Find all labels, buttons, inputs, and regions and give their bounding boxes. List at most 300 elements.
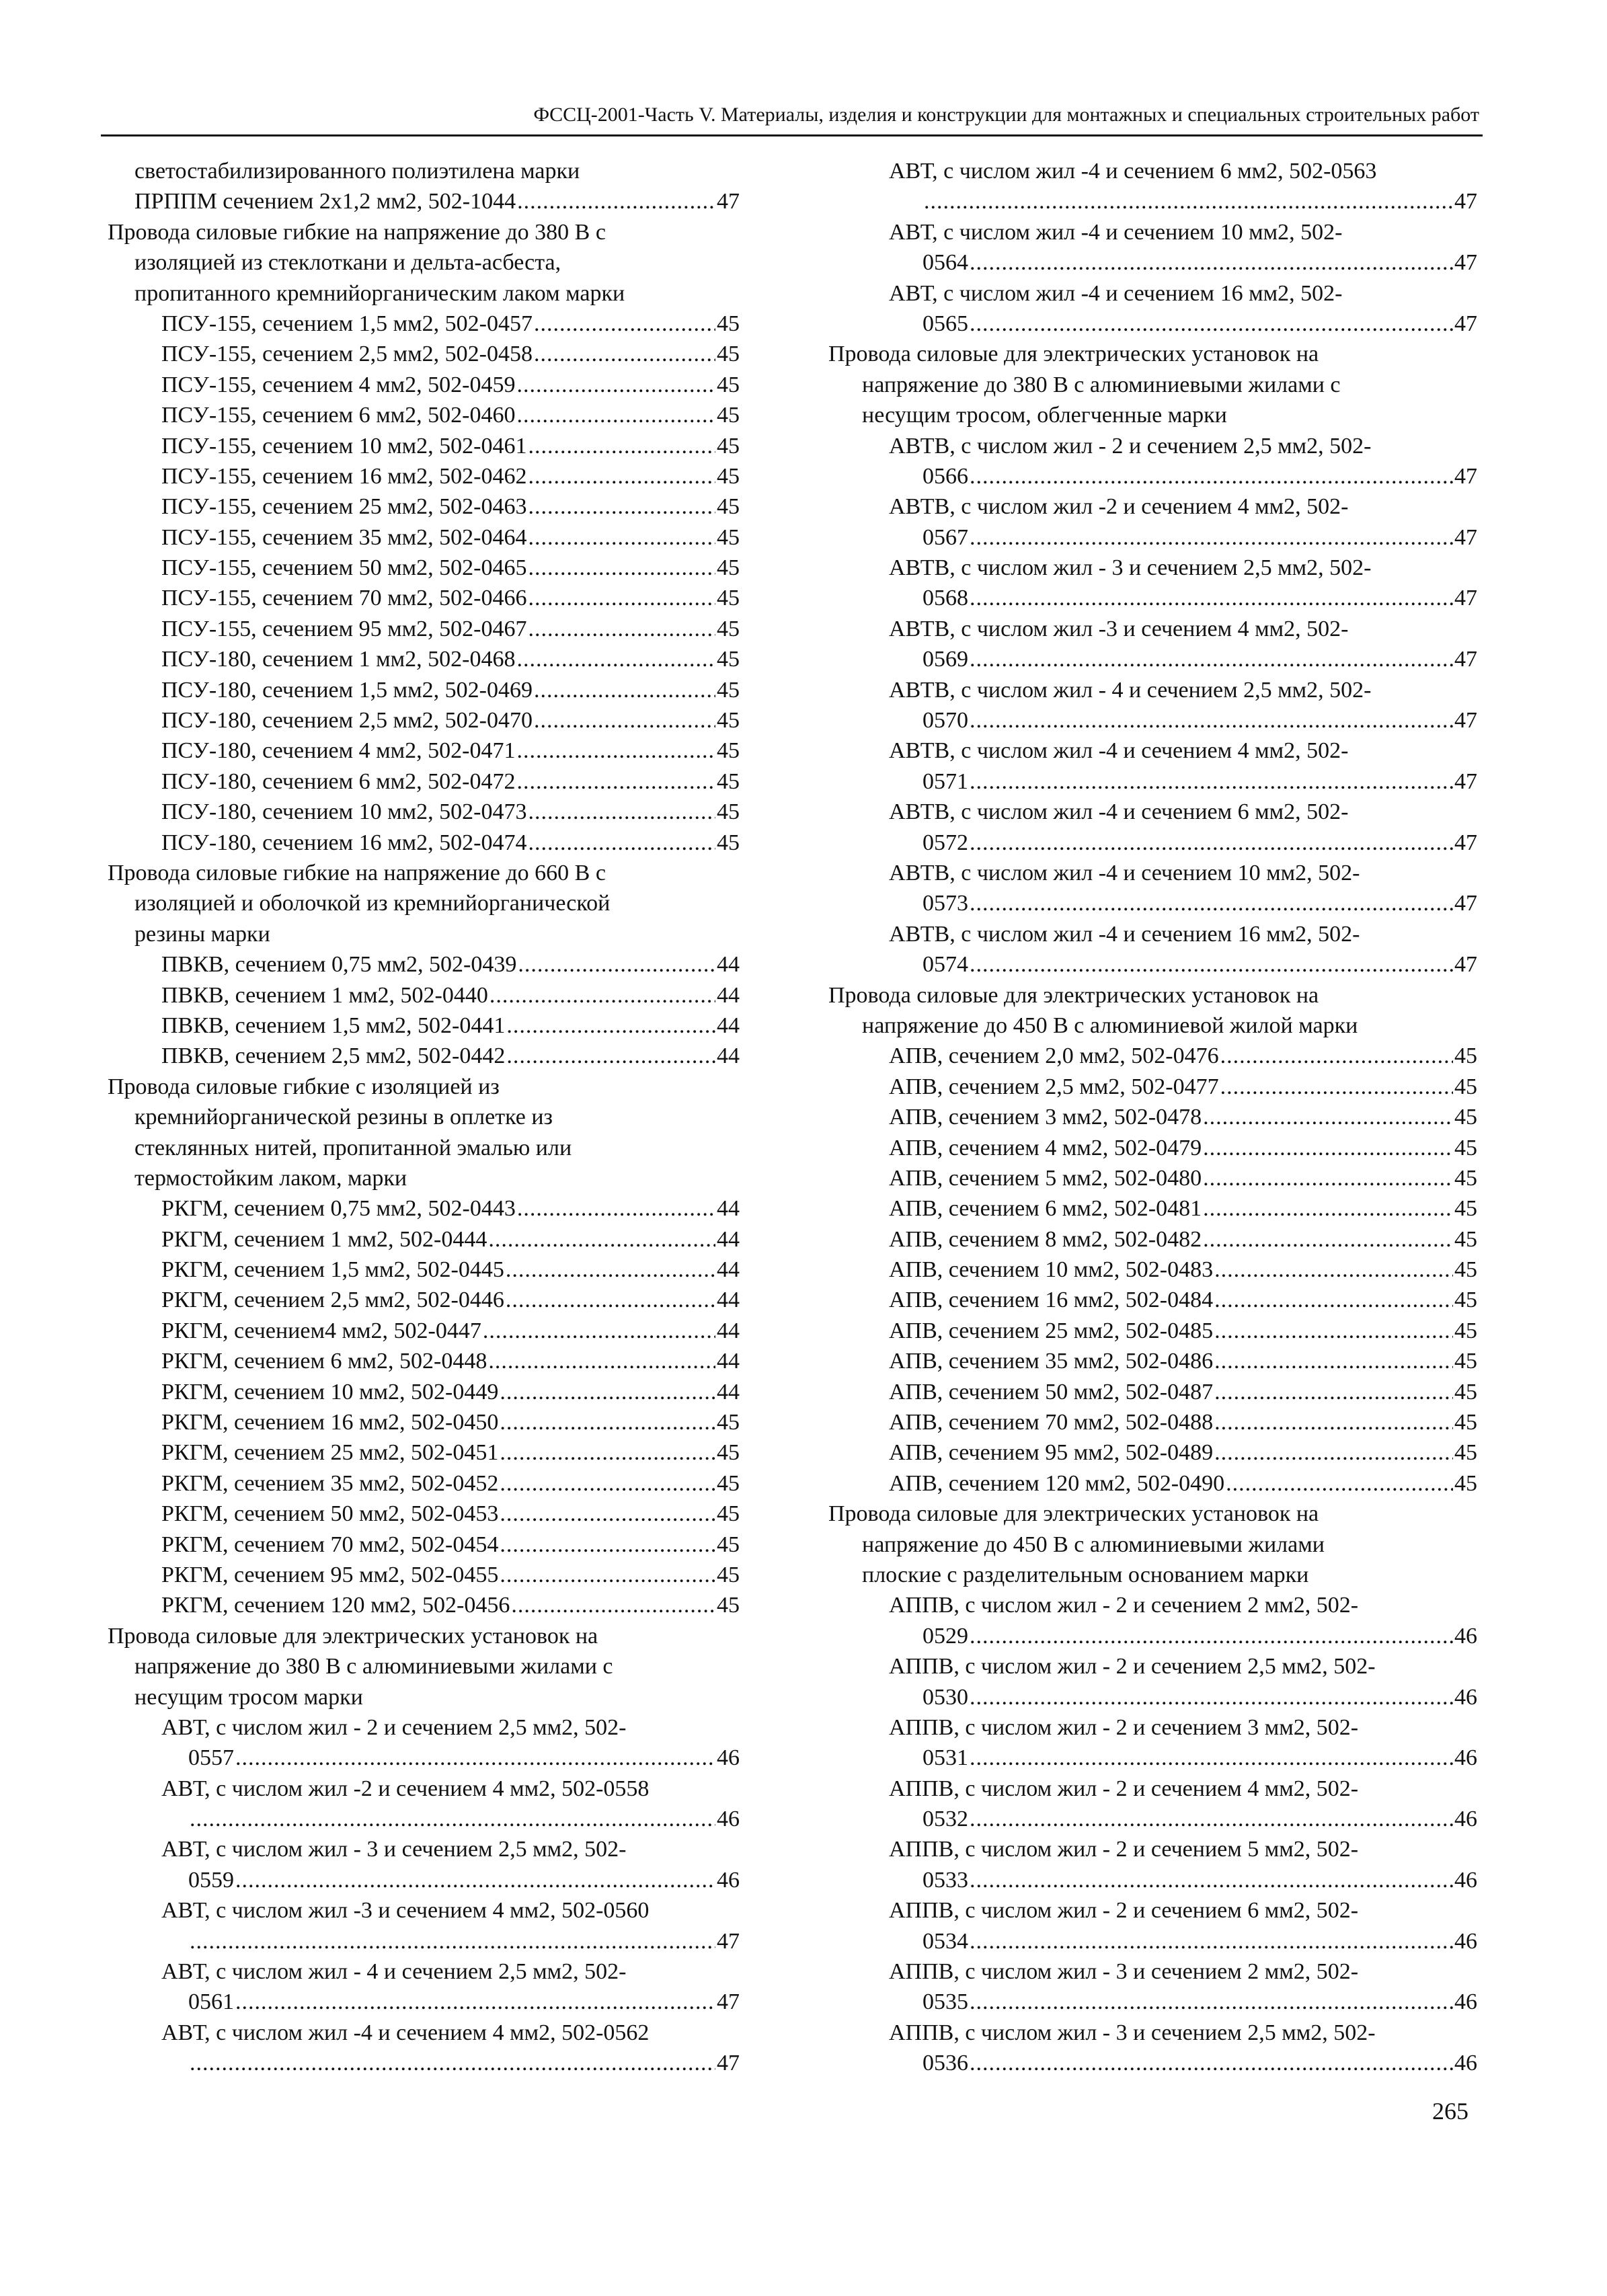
index-entry [828, 1377, 1477, 1407]
index-entry-first-line: АППВ, с числом жил - 3 и сечением 2,5 мм2, 502- [889, 2020, 1376, 2045]
index-entry [101, 1224, 740, 1255]
index-entry [101, 1316, 740, 1346]
entry-text: ПСУ-155, сечением 6 мм2, 502-0460 [161, 403, 516, 428]
entry-page: 44 [717, 1226, 740, 1252]
index-entry [101, 461, 740, 491]
entry-text: РКГМ, сечением 2,5 мм2, 502-0446 [161, 1288, 504, 1313]
index-entry [828, 1743, 1477, 1773]
index-entry [828, 1102, 1477, 1132]
entry-text: ПВКВ, сечением 0,75 мм2, 502-0439 [161, 952, 517, 978]
entry-text: АПВ, сечением 2,0 мм2, 502-0476 [889, 1043, 1219, 1069]
entry-page: 45 [1454, 1165, 1477, 1191]
entry-text: АПВ, сечением 50 мм2, 502-0487 [889, 1379, 1214, 1404]
entry-page: 45 [717, 1440, 740, 1466]
entry-page: 45 [1454, 1318, 1477, 1343]
leader-dots [1203, 1102, 1453, 1132]
group-heading-cont: напряжение до 450 В с алюминиевыми жилами [862, 1532, 1325, 1557]
entry-page: 45 [1454, 1043, 1477, 1069]
entry-page: 46 [1454, 1807, 1477, 1832]
leader-dots [970, 949, 1453, 980]
entry-text: АПВ, сечением 5 мм2, 502-0480 [889, 1165, 1202, 1191]
index-entry [101, 2048, 740, 2078]
entry-text: АПВ, сечением 35 мм2, 502-0486 [889, 1349, 1214, 1374]
entry-text: 0564 [923, 250, 968, 276]
entry-text: ПСУ-180, сечением 1,5 мм2, 502-0469 [161, 677, 533, 703]
leader-dots [528, 522, 715, 553]
entry-page: 45 [717, 616, 740, 641]
leader-dots [1214, 1437, 1453, 1468]
index-entry [828, 1926, 1477, 1956]
index-entry [828, 186, 1477, 216]
index-entry [101, 583, 740, 613]
index-entry [828, 1987, 1477, 2017]
index-entry [828, 949, 1477, 980]
entry-page: 44 [717, 1013, 740, 1038]
entry-page: 45 [1454, 1440, 1477, 1466]
leader-dots [235, 1865, 715, 1895]
entry-page: 45 [1454, 1105, 1477, 1130]
entry-text: РКГМ, сечением 10 мм2, 502-0449 [161, 1379, 499, 1404]
entry-text: АПВ, сечением 95 мм2, 502-0489 [889, 1440, 1214, 1466]
index-entry-first-line: АППВ, с числом жил - 2 и сечением 5 мм2, 502- [889, 1837, 1359, 1862]
leader-dots [528, 583, 715, 613]
entry-page: 45 [717, 647, 740, 672]
entry-text: АПВ, сечением 2,5 мм2, 502-0477 [889, 1074, 1219, 1099]
entry-page: 47 [717, 1928, 740, 1954]
leader-dots [534, 309, 715, 339]
entry-text: ПСУ-155, сечением 50 мм2, 502-0465 [161, 555, 527, 581]
entry-text: РКГМ, сечением 25 мм2, 502-0451 [161, 1440, 499, 1466]
entry-text: 0557 [188, 1745, 234, 1771]
entry-page: 47 [1454, 189, 1477, 214]
index-entry [101, 1437, 740, 1468]
leader-dots [500, 1437, 715, 1468]
index-entry-first-line: АВТ, с числом жил -4 и сечением 4 мм2, 502-0562 [161, 2020, 650, 2045]
leader-dots [970, 1621, 1453, 1651]
entry-page: 45 [1454, 1349, 1477, 1374]
index-entry [828, 1285, 1477, 1315]
index-entry-first-line: АВТ, с числом жил -4 и сечением 10 мм2, 502- [889, 219, 1343, 245]
entry-page: 45 [717, 403, 740, 428]
entry-text: 0529 [923, 1623, 968, 1649]
leader-dots [483, 1316, 715, 1346]
entry-page: 47 [1454, 586, 1477, 611]
leader-dots [1220, 1041, 1453, 1071]
index-entry-first-line: АВТВ, с числом жил -4 и сечением 6 мм2, 502- [889, 799, 1349, 825]
leader-dots [970, 766, 1453, 797]
entry-text: 0534 [923, 1928, 968, 1954]
index-entry [828, 1316, 1477, 1346]
index-entry [101, 1407, 740, 1437]
index-entry [828, 705, 1477, 736]
leader-dots [970, 888, 1453, 918]
leader-dots [924, 186, 1453, 216]
leader-dots [1203, 1224, 1453, 1255]
entry-page: 45 [1454, 1074, 1477, 1099]
group-heading-cont: резины марки [134, 921, 270, 947]
index-entry [101, 1346, 740, 1376]
entry-page: 47 [1454, 830, 1477, 855]
entry-page: 45 [717, 311, 740, 336]
leader-dots [970, 1743, 1453, 1773]
entry-page: 47 [1454, 463, 1477, 489]
header-rule [101, 134, 1483, 136]
index-entry [828, 1621, 1477, 1651]
entry-text: 0531 [923, 1745, 968, 1771]
index-entry-first-line: АВТ, с числом жил - 3 и сечением 2,5 мм2, 502- [161, 1837, 627, 1862]
index-entry [101, 949, 740, 980]
entry-text: АПВ, сечением 8 мм2, 502-0482 [889, 1226, 1202, 1252]
leader-dots [1203, 1193, 1453, 1224]
leader-dots [500, 1560, 715, 1590]
group-heading-cont: пропитанного кремнийорганическим лаком марки [134, 280, 625, 306]
index-entry [101, 797, 740, 827]
entry-text: ПСУ-155, сечением 16 мм2, 502-0462 [161, 463, 527, 489]
index-entry [101, 522, 740, 553]
index-entry [101, 828, 740, 858]
leader-dots [534, 705, 715, 736]
index-column-right [828, 156, 1477, 2079]
leader-dots [500, 1468, 715, 1499]
index-entry [101, 705, 740, 736]
leader-dots [970, 461, 1453, 491]
entry-text: АПВ, сечением 3 мм2, 502-0478 [889, 1105, 1202, 1130]
leader-dots [488, 1346, 715, 1376]
leader-dots [1214, 1407, 1453, 1437]
leader-dots [1214, 1346, 1453, 1376]
entry-page: 46 [1454, 1867, 1477, 1893]
index-entry-first-line: АВТ, с числом жил -2 и сечением 4 мм2, 502-0558 [161, 1776, 650, 1801]
index-entry [101, 400, 740, 430]
index-entry [828, 1193, 1477, 1224]
entry-page: 45 [717, 830, 740, 855]
entry-page: 45 [1454, 1196, 1477, 1222]
leader-dots [500, 1530, 715, 1560]
entry-text: ПСУ-155, сечением 25 мм2, 502-0463 [161, 494, 527, 520]
leader-dots [518, 949, 715, 980]
entry-text: РКГМ, сечением 50 мм2, 502-0453 [161, 1501, 499, 1527]
leader-dots [970, 522, 1453, 553]
index-entry [101, 644, 740, 674]
index-entry [828, 247, 1477, 278]
leader-dots [1226, 1468, 1453, 1499]
index-entry [828, 522, 1477, 553]
index-entry [828, 1041, 1477, 1071]
entry-text: ПСУ-180, сечением 4 мм2, 502-0471 [161, 738, 516, 764]
group-heading-cont: изоляцией из стеклоткани и дельта-асбеста, [134, 250, 561, 276]
leader-dots [517, 1193, 715, 1224]
entry-page: 45 [1454, 1379, 1477, 1404]
leader-dots [500, 1407, 715, 1437]
entry-text: ПСУ-180, сечением 2,5 мм2, 502-0470 [161, 708, 533, 734]
leader-dots [1214, 1285, 1453, 1315]
page-number: 265 [1432, 2098, 1468, 2125]
entry-page: 47 [1454, 647, 1477, 672]
group-heading: Провода силовые гибкие на напряжение до 660 В с [108, 860, 606, 885]
entry-text: РКГМ, сечением 1 мм2, 502-0444 [161, 1226, 487, 1252]
group-heading-cont: несущим тросом марки [134, 1684, 363, 1710]
index-entry [101, 980, 740, 1011]
entry-page: 44 [717, 1379, 740, 1404]
group-heading-cont: напряжение до 380 В с алюминиевыми жилами с [134, 1654, 613, 1679]
entry-page: 45 [717, 738, 740, 764]
index-entry [101, 675, 740, 705]
group-heading: Провода силовые для электрических установок на [828, 1501, 1319, 1527]
entry-text: 0569 [923, 647, 968, 672]
group-heading-cont: кремнийорганической резины в оплетке из [134, 1105, 553, 1130]
entry-text: 0559 [188, 1867, 234, 1893]
entry-page: 45 [717, 1501, 740, 1527]
leader-dots [528, 431, 715, 461]
leader-dots [235, 1987, 715, 2017]
entry-text: 0566 [923, 463, 968, 489]
entry-page: 45 [717, 1562, 740, 1587]
entry-page: 47 [717, 1989, 740, 2015]
index-entry [828, 1346, 1477, 1376]
index-entry [101, 1560, 740, 1590]
entry-page: 45 [717, 1532, 740, 1557]
entry-page: 46 [717, 1867, 740, 1893]
entry-text: АПВ, сечением 4 мм2, 502-0479 [889, 1135, 1202, 1160]
leader-dots [500, 1499, 715, 1529]
index-entry-first-line: АВТВ, с числом жил - 3 и сечением 2,5 мм2, 502- [889, 555, 1372, 581]
entry-text: ПСУ-180, сечением 6 мм2, 502-0472 [161, 768, 516, 794]
index-entry [828, 309, 1477, 339]
entry-text: РКГМ, сечением 16 мм2, 502-0450 [161, 1410, 499, 1435]
entry-text: ПСУ-180, сечением 16 мм2, 502-0474 [161, 830, 527, 855]
index-entry-first-line: АВТВ, с числом жил - 2 и сечением 2,5 мм2, 502- [889, 433, 1372, 459]
index-entry [101, 431, 740, 461]
running-header: ФССЦ-2001-Часть V. Материалы, изделия и конструкции для монтажных и специальных строительных работ [533, 104, 1479, 126]
index-entry [101, 1193, 740, 1224]
entry-text: 0532 [923, 1807, 968, 1832]
entry-page: 45 [1454, 1470, 1477, 1496]
leader-dots [970, 828, 1453, 858]
index-entry-first-line: АВТВ, с числом жил -2 и сечением 4 мм2, 502- [889, 494, 1349, 520]
leader-dots [970, 247, 1453, 278]
entry-page: 45 [1454, 1288, 1477, 1313]
leader-dots [489, 980, 715, 1011]
entry-text: 0574 [923, 952, 968, 978]
index-entry [828, 1224, 1477, 1255]
entry-page: 44 [717, 1349, 740, 1374]
leader-dots [528, 491, 715, 522]
group-heading: Провода силовые для электрических установок на [828, 982, 1319, 1008]
index-entry-first-line: АППВ, с числом жил - 2 и сечением 4 мм2, 502- [889, 1776, 1359, 1801]
entry-text: РКГМ, сечением 120 мм2, 502-0456 [161, 1593, 510, 1618]
leader-dots [506, 1041, 715, 1071]
leader-dots [970, 2048, 1453, 2078]
leader-dots [970, 309, 1453, 339]
entry-page: 44 [717, 982, 740, 1008]
leader-dots [1214, 1316, 1453, 1346]
leader-dots [516, 370, 715, 400]
index-entry [828, 461, 1477, 491]
entry-page: 45 [717, 677, 740, 703]
entry-text: ПСУ-155, сечением 70 мм2, 502-0466 [161, 586, 527, 611]
entry-page: 47 [1454, 524, 1477, 550]
entry-text: АПВ, сечением 16 мм2, 502-0484 [889, 1288, 1214, 1313]
entry-page: 46 [717, 1745, 740, 1771]
index-entry-first-line: АППВ, с числом жил - 2 и сечением 2,5 мм2, 502- [889, 1654, 1376, 1679]
index-entry [101, 1926, 740, 1956]
entry-text: АПВ, сечением 25 мм2, 502-0485 [889, 1318, 1214, 1343]
index-entry [828, 1865, 1477, 1895]
leader-dots [1220, 1072, 1453, 1102]
index-entry [101, 339, 740, 369]
entry-page: 46 [1454, 2051, 1477, 2076]
index-entry [828, 1468, 1477, 1499]
group-heading-cont: термостойким лаком, марки [134, 1165, 407, 1191]
leader-dots [970, 1865, 1453, 1895]
index-entry [828, 1255, 1477, 1285]
leader-dots [506, 1285, 715, 1315]
entry-text: 0568 [923, 586, 968, 611]
leader-dots [506, 1255, 715, 1285]
entry-page: 45 [717, 586, 740, 611]
entry-page: 45 [717, 463, 740, 489]
entry-page: 47 [1454, 952, 1477, 978]
leader-dots [506, 1011, 715, 1041]
entry-page: 46 [1454, 1623, 1477, 1649]
entry-text: РКГМ, сечением 1,5 мм2, 502-0445 [161, 1257, 504, 1283]
entry-text: РКГМ, сечением 70 мм2, 502-0454 [161, 1532, 499, 1557]
leader-dots [500, 1377, 715, 1407]
index-entry [101, 736, 740, 766]
entry-page: 44 [717, 1288, 740, 1313]
entry-page: 47 [1454, 250, 1477, 276]
leader-dots [511, 1590, 715, 1620]
leader-dots [528, 553, 715, 583]
index-entry [101, 1590, 740, 1620]
index-entry [101, 1377, 740, 1407]
leader-dots [1214, 1377, 1453, 1407]
index-entry [101, 1499, 740, 1529]
index-entry-first-line: АВТВ, с числом жил -4 и сечением 10 мм2, 502- [889, 860, 1360, 885]
entry-page: 45 [1454, 1257, 1477, 1283]
entry-page: 44 [717, 1257, 740, 1283]
index-entry [101, 553, 740, 583]
index-entry [101, 1530, 740, 1560]
entry-page: 45 [717, 1470, 740, 1496]
index-entry-first-line: АВТ, с числом жил - 4 и сечением 2,5 мм2, 502- [161, 1959, 627, 1985]
entry-text: 0561 [188, 1989, 234, 2015]
index-entry-first-line: АВТ, с числом жил -4 и сечением 16 мм2, 502- [889, 280, 1343, 306]
index-entry [101, 186, 740, 216]
index-entry [101, 1468, 740, 1499]
leader-dots [970, 1987, 1453, 2017]
index-entry-first-line: АППВ, с числом жил - 2 и сечением 6 мм2, 502- [889, 1898, 1359, 1924]
entry-page: 47 [717, 2051, 740, 2076]
entry-text: ПВКВ, сечением 1 мм2, 502-0440 [161, 982, 488, 1008]
leader-dots [970, 644, 1453, 674]
leader-dots [528, 614, 715, 644]
entry-page: 45 [1454, 1410, 1477, 1435]
entry-page: 44 [717, 1043, 740, 1069]
group-heading: Провода силовые гибкие на напряжение до 380 В с [108, 219, 606, 245]
leader-dots [517, 186, 715, 216]
entry-text: АПВ, сечением 10 мм2, 502-0483 [889, 1257, 1214, 1283]
entry-text: 0535 [923, 1989, 968, 2015]
entry-text: РКГМ, сечением 0,75 мм2, 502-0443 [161, 1196, 516, 1222]
index-entry [828, 1407, 1477, 1437]
entry-text: ПСУ-155, сечением 4 мм2, 502-0459 [161, 372, 516, 397]
entry-text: ПСУ-180, сечением 1 мм2, 502-0468 [161, 647, 516, 672]
index-entry [101, 309, 740, 339]
group-heading-cont: плоские с разделительным основанием марки [862, 1562, 1309, 1587]
leader-dots [970, 1926, 1453, 1956]
index-entry [828, 2048, 1477, 2078]
index-entry [828, 1682, 1477, 1712]
entry-text: 0572 [923, 830, 968, 855]
index-entry-first-line: АВТВ, с числом жил -4 и сечением 4 мм2, 502- [889, 738, 1349, 764]
leader-dots [970, 583, 1453, 613]
entry-page: 45 [717, 524, 740, 550]
index-entry [828, 828, 1477, 858]
index-entry [828, 1163, 1477, 1193]
group-heading-cont: изоляцией и оболочкой из кремнийорганической [134, 891, 611, 916]
entry-page: 45 [717, 708, 740, 734]
index-column-left [101, 156, 740, 2079]
index-entry [101, 766, 740, 797]
leader-dots [516, 644, 715, 674]
index-entry [828, 1437, 1477, 1468]
entry-page: 45 [717, 799, 740, 825]
entry-page: 47 [717, 189, 740, 214]
index-entry [101, 614, 740, 644]
index-entry [101, 1865, 740, 1895]
entry-page: 46 [1454, 1745, 1477, 1771]
index-entry [101, 491, 740, 522]
entry-text: 0571 [923, 768, 968, 794]
entry-text: РКГМ, сечением4 мм2, 502-0447 [161, 1318, 481, 1343]
entry-page: 45 [717, 433, 740, 459]
entry-page: 45 [717, 372, 740, 397]
index-entry-first-line: АВТ, с числом жил -3 и сечением 4 мм2, 502-0560 [161, 1898, 650, 1924]
group-heading: Провода силовые для электрических установок на [828, 342, 1319, 367]
leader-dots [516, 766, 715, 797]
leader-dots [488, 1224, 715, 1255]
entry-page: 45 [717, 768, 740, 794]
entry-text: ПВКВ, сечением 2,5 мм2, 502-0442 [161, 1043, 506, 1069]
group-heading-cont: стеклянных нитей, пропитанной эмалью или [134, 1135, 572, 1160]
index-entry [828, 1072, 1477, 1102]
index-entry [101, 1041, 740, 1071]
entry-page: 45 [717, 555, 740, 581]
entry-page: 46 [717, 1807, 740, 1832]
group-heading-cont: несущим тросом, облегченные марки [862, 403, 1227, 428]
index-entry-first-line: АППВ, с числом жил - 2 и сечением 3 мм2, 502- [889, 1714, 1359, 1740]
entry-text: 0530 [923, 1684, 968, 1710]
leader-dots [516, 736, 715, 766]
group-heading: Провода силовые гибкие с изоляцией из [108, 1074, 500, 1099]
entry-text: ПСУ-180, сечением 10 мм2, 502-0473 [161, 799, 527, 825]
index-entry-first-line: АППВ, с числом жил - 2 и сечением 2 мм2, 502- [889, 1593, 1359, 1618]
entry-page: 44 [717, 952, 740, 978]
index-entry [101, 1011, 740, 1041]
leader-dots [528, 461, 715, 491]
index-entry-first-line: АВТ, с числом жил - 2 и сечением 2,5 мм2, 502- [161, 1714, 627, 1740]
leader-dots [970, 1682, 1453, 1712]
index-entry-first-line: АВТВ, с числом жил -4 и сечением 16 мм2, 502- [889, 921, 1360, 947]
leader-dots [190, 1926, 715, 1956]
leader-dots [1214, 1255, 1453, 1285]
entry-text: 0573 [923, 891, 968, 916]
entry-text: РКГМ, сечением 95 мм2, 502-0455 [161, 1562, 499, 1587]
index-entry [828, 888, 1477, 918]
leader-dots [235, 1743, 715, 1773]
entry-text: ПСУ-155, сечением 35 мм2, 502-0464 [161, 524, 527, 550]
